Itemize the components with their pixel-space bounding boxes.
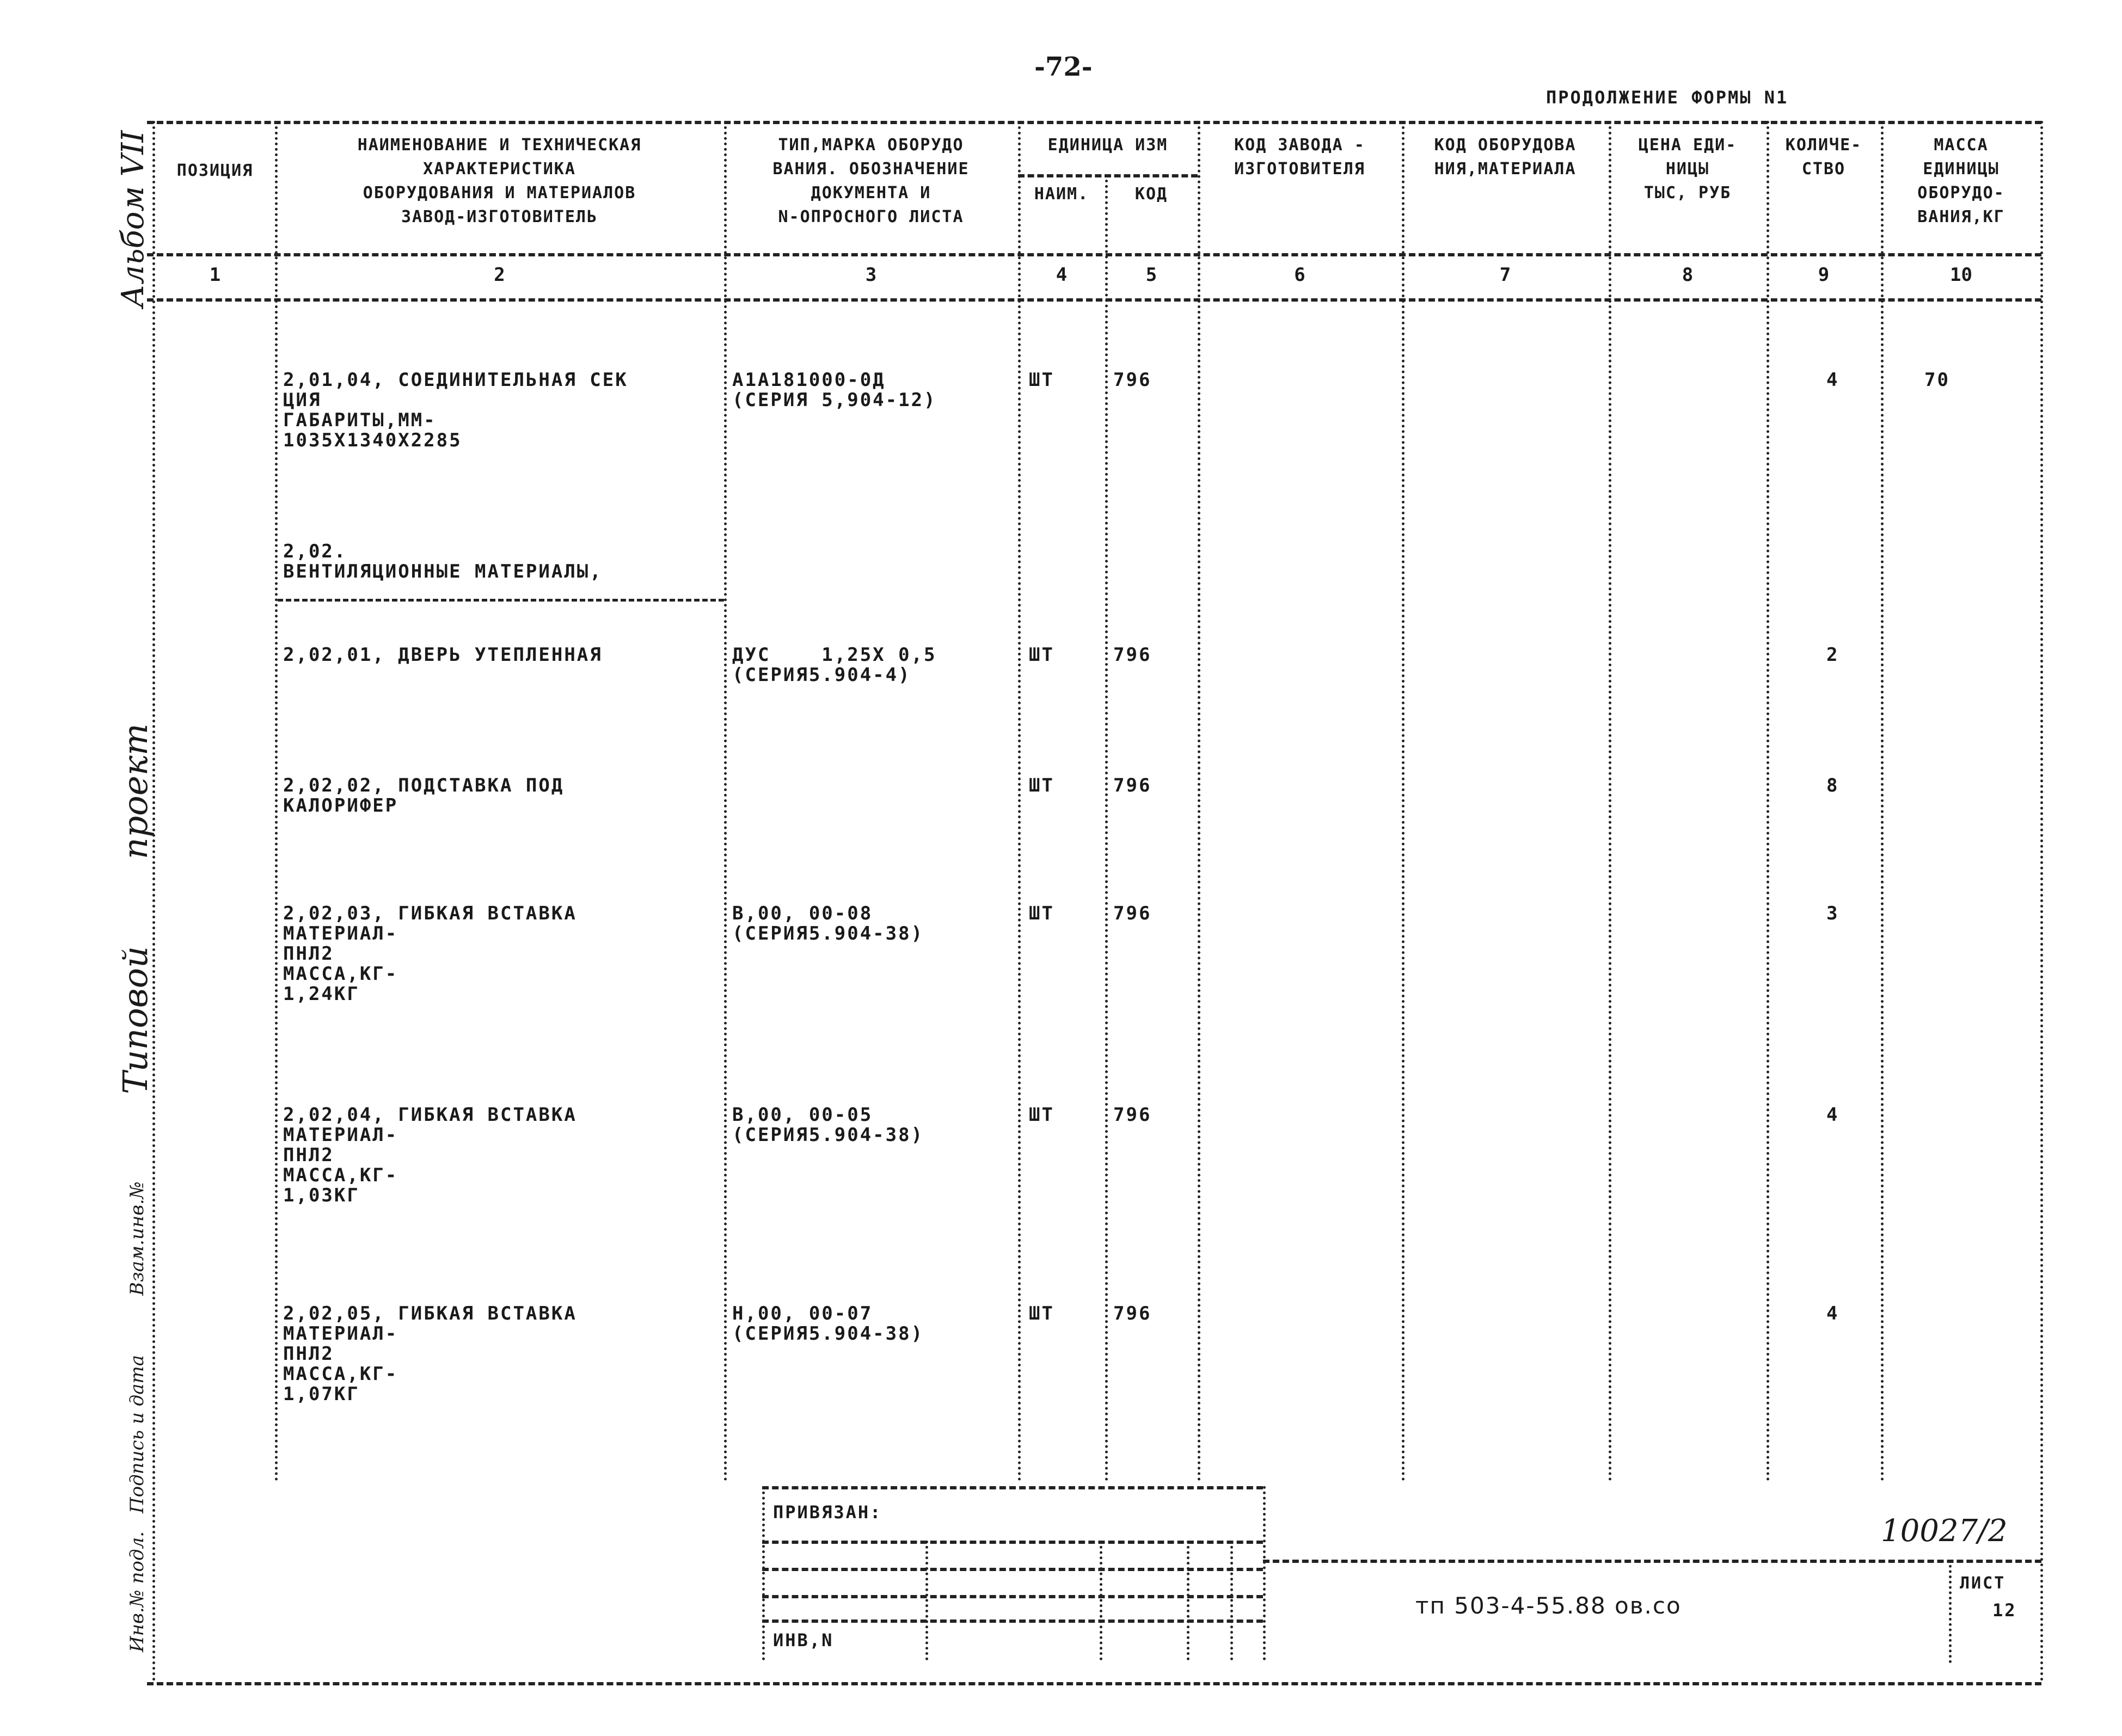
col-border-0	[152, 121, 155, 1682]
header-name: НАИМЕНОВАНИЕ И ТЕХНИЧЕСКАЯ ХАРАКТЕРИСТИКА ОБОРУДОВАНИЯ И МАТЕРИАЛОВ ЗАВОД-ИЗГОТОВИТЕЛЬ	[357, 136, 642, 226]
header-bottom-border	[147, 253, 2041, 256]
col-border-2	[724, 121, 727, 1482]
row-0-mass: 70	[1924, 369, 1950, 391]
row-0-unit: ШТ	[1029, 369, 1054, 391]
handwritten-number: 10027/2	[1881, 1513, 2008, 1549]
stamp-divider-4	[1230, 1541, 1233, 1660]
row-5-qty: 4	[1826, 1104, 1839, 1126]
row-0-code: 796	[1113, 369, 1152, 391]
sheet-number: 12	[1992, 1600, 2017, 1621]
header-equipment-code: КОД ОБОРУДОВА НИЯ,МАТЕРИАЛА	[1434, 136, 1577, 179]
row-0-type: А1А181000-0Д (СЕРИЯ 5,904-12)	[732, 369, 937, 411]
stamp-divider-2	[1100, 1541, 1102, 1660]
stamp-divider-3	[1187, 1541, 1189, 1660]
row-5-type: В,00, 00-05 (СЕРИЯ5.904-38)	[732, 1104, 924, 1146]
col-border-10	[2040, 121, 2043, 1682]
header-position: ПОЗИЦИЯ	[176, 161, 254, 180]
stamp-replace-label: Взам.инв.№	[126, 1181, 148, 1296]
table-bottom-border	[147, 1682, 2041, 1685]
row-5-unit: ШТ	[1029, 1104, 1054, 1126]
row-6-unit: ШТ	[1029, 1303, 1054, 1324]
header-mass: МАССА ЕДИНИЦЫ ОБОРУДО- ВАНИЯ,КГ	[1917, 136, 2005, 226]
header-factory-code: КОД ЗАВОДА - ИЗГОТОВИТЕЛЯ	[1234, 136, 1365, 179]
header-quantity: КОЛИЧЕ- СТВО	[1785, 136, 1862, 179]
stamp-sign-label: Подпись и дата	[126, 1355, 148, 1513]
col-num-1: 1	[209, 264, 221, 286]
stamp-inv-label: ИНВ,N	[773, 1630, 834, 1651]
row-4-qty: 3	[1826, 903, 1839, 924]
row-3-code: 796	[1113, 775, 1152, 796]
col-border-1	[275, 121, 278, 1482]
row-2-unit: ШТ	[1029, 644, 1054, 666]
row-4-type: В,00, 00-08 (СЕРИЯ5.904-38)	[732, 903, 924, 944]
row-4-name: 2,02,03, ГИБКАЯ ВСТАВКА МАТЕРИАЛ- ПНЛ2 МАССА,КГ- 1,24КГ	[283, 903, 577, 1005]
unit-subheader-border	[1018, 174, 1198, 177]
row-3-name: 2,02,02, ПОДСТАВКА ПОД КАЛОРИФЕР	[283, 775, 565, 817]
col-num-2: 2	[494, 264, 505, 286]
col-num-6: 6	[1294, 264, 1305, 286]
col-border-6	[1402, 121, 1405, 1482]
project-label: Типовой проект	[115, 723, 155, 1094]
stamp-inv-label: Инв.№ подл.	[126, 1531, 148, 1652]
col-border-5	[1198, 121, 1200, 1482]
stamp-divider-1	[925, 1541, 928, 1660]
row-0-name: 2,01,04, СОЕДИНИТЕЛЬНАЯ СЕК ЦИЯ ГАБАРИТЫ,ММ- 1035Х1340Х2285	[283, 369, 628, 451]
stamp-linked-label: ПРИВЯЗАН:	[773, 1502, 882, 1523]
section-underline	[278, 599, 724, 602]
stamp-divider-5	[1263, 1486, 1266, 1660]
col-num-10: 10	[1950, 264, 1972, 286]
header-unit: ЕДИНИЦА ИЗМ	[1047, 136, 1168, 155]
row-4-unit: ШТ	[1029, 903, 1054, 924]
sheet-label: ЛИСТ	[1960, 1574, 2006, 1593]
row-3-unit: ШТ	[1029, 775, 1054, 796]
stamp-left-border	[762, 1486, 765, 1660]
stamp-top-border	[762, 1486, 1263, 1489]
page-number: -72-	[1034, 52, 1093, 82]
row-3-qty: 8	[1826, 775, 1839, 796]
header-type: ТИП,МАРКА ОБОРУДО ВАНИЯ. ОБОЗНАЧЕНИЕ ДОКУМЕНТА И N-ОПРОСНОГО ЛИСТА	[772, 136, 970, 226]
column-numbers-border	[147, 298, 2041, 302]
col-num-9: 9	[1818, 264, 1830, 286]
col-num-8: 8	[1682, 264, 1694, 286]
row-5-code: 796	[1113, 1104, 1152, 1126]
header-unit-code: КОД	[1134, 185, 1168, 204]
row-2-type: ДУС 1,25Х 0,5 (СЕРИЯ5.904-4)	[732, 644, 937, 686]
row-2-qty: 2	[1826, 644, 1839, 666]
col-num-7: 7	[1499, 264, 1511, 286]
row-6-name: 2,02,05, ГИБКАЯ ВСТАВКА МАТЕРИАЛ- ПНЛ2 МАССА,КГ- 1,07КГ	[283, 1303, 577, 1405]
row-2-code: 796	[1113, 644, 1152, 666]
col-border-4	[1105, 174, 1108, 1482]
row-4-code: 796	[1113, 903, 1152, 924]
row-1-name: 2,02. ВЕНТИЛЯЦИОННЫЕ МАТЕРИАЛЫ,	[283, 541, 603, 582]
row-5-name: 2,02,04, ГИБКАЯ ВСТАВКА МАТЕРИАЛ- ПНЛ2 МАССА,КГ- 1,03КГ	[283, 1104, 577, 1206]
document-code: тп 503-4-55.88 ов.со	[1415, 1592, 1682, 1619]
col-num-4: 4	[1056, 264, 1068, 286]
album-label: Альбом VII	[115, 130, 151, 308]
col-border-8	[1767, 121, 1769, 1482]
sheet-box-border	[1949, 1560, 1952, 1663]
header-price: ЦЕНА ЕДИ- НИЦЫ ТЫС, РУБ	[1638, 136, 1737, 203]
row-6-code: 796	[1113, 1303, 1152, 1324]
col-border-9	[1881, 121, 1884, 1482]
continuation-title: ПРОДОЛЖЕНИЕ ФОРМЫ N1	[1546, 87, 1789, 108]
row-6-qty: 4	[1826, 1303, 1839, 1324]
row-6-type: Н,00, 00-07 (СЕРИЯ5.904-38)	[732, 1303, 924, 1345]
col-border-3	[1018, 121, 1021, 1482]
stamp-right-border	[1263, 1560, 2041, 1563]
row-0-qty: 4	[1826, 369, 1839, 391]
col-border-7	[1609, 121, 1611, 1482]
table-top-border	[147, 121, 2041, 124]
row-2-name: 2,02,01, ДВЕРЬ УТЕПЛЕННАЯ	[283, 644, 603, 666]
header-unit-name: НАИМ.	[1034, 185, 1089, 204]
col-num-5: 5	[1145, 264, 1157, 286]
col-num-3: 3	[865, 264, 877, 286]
